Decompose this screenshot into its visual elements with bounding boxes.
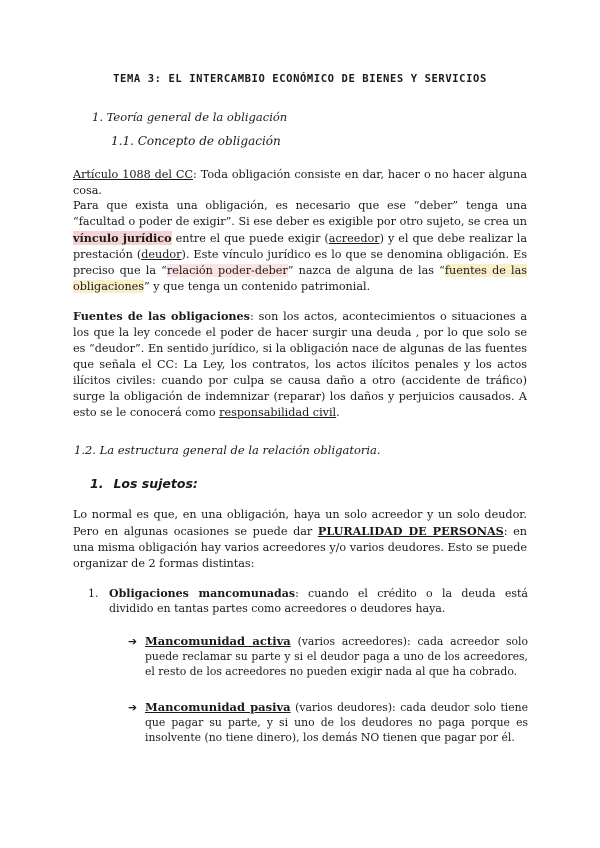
- highlight-relacion: relación poder-deber: [166, 264, 288, 277]
- article-paragraph: [73, 167, 527, 199]
- mancomunidad-activa-title: Mancomunidad activa: [145, 634, 291, 648]
- obligation-paragraph: [73, 198, 527, 295]
- pluralidad-paragraph: [73, 507, 527, 572]
- arrow-icon: ➔: [128, 701, 138, 714]
- text-run: ). Este vínculo jurídico es lo que se denomina obligación. Es preciso que la “: [73, 248, 527, 277]
- subsection-heading-1-1: 1.1. Concepto de obligación: [111, 134, 281, 148]
- arrow-icon: ➔: [128, 635, 138, 648]
- term-pluralidad: PLURALIDAD DE PERSONAS: [317, 524, 504, 538]
- highlight-fuentes: fuentes de las obligaciones: [73, 264, 528, 293]
- term-acreedor: acreedor: [328, 232, 380, 245]
- mancomunadas-lead: Obligaciones mancomunadas: [109, 587, 296, 600]
- text-run: : cuando el crédito o la deuda está dividido en tantas partes como acreedores o deudores haya.: [109, 587, 528, 615]
- subsection-heading-1-2: 1.2. La estructura general de la relación obligatoria.: [74, 443, 381, 457]
- text-run: Para que exista una obligación, es necesario que ese “deber” tenga una “facultad o poder de exigir”. Si ese deber es exigible por otro sujeto, se crea un: [73, 199, 527, 228]
- list-number: 1.: [88, 587, 99, 600]
- list-number: 1.: [90, 476, 104, 491]
- text-run: : son los actos, acontecimientos o situaciones a los que la ley concede el poder de hacer surgir una deuda , por lo que solo se es “deudor”. En sentido jurídico, si la obligación nace de algunas de las fuentes que señala el CC: La Ley, los contratos, los actos ilícitos penales y los actos ilícitos civiles: cuando por culpa se causa daño a otro (accidente de tráfico) surge la obligación de indemnizar (reparar) los daños y perjuicios causados. A esto se le conocerá como: [73, 310, 527, 419]
- sujetos-heading: [90, 476, 198, 491]
- fuentes-lead: Fuentes de las obligaciones: [73, 309, 250, 323]
- text-run: ) y el que debe realizar la prestación (: [73, 232, 527, 261]
- bullet-mancomunidad-activa: [128, 634, 528, 679]
- list-item-mancomunadas: [88, 586, 528, 616]
- text-run: .: [336, 406, 340, 419]
- fuentes-paragraph: [73, 308, 527, 421]
- highlight-vinculo-juridico: vínculo jurídico: [73, 231, 172, 245]
- text-run: : en una misma obligación hay varios acreedores y/o varios deudores. Esto se puede organizar de 2 formas distintas:: [73, 525, 527, 570]
- mancomunidad-pasiva-title: Mancomunidad pasiva: [145, 700, 291, 714]
- text-run: (varios deudores): cada deudor solo tiene que pagar su parte, y si uno de los deudores no paga porque es insolvente (no tiene dinero), los demás NO tienen que pagar por él.: [145, 701, 528, 744]
- article-text: : Toda obligación consiste en dar, hacer o no hacer alguna cosa.: [73, 168, 528, 197]
- text-run: ” nazca de alguna de las “: [287, 264, 445, 277]
- bullet-mancomunidad-pasiva: [128, 700, 528, 745]
- term-responsabilidad-civil: responsabilidad civil: [219, 406, 337, 419]
- term-deudor: deudor: [141, 248, 182, 261]
- text-run: ” y que tenga un contenido patrimonial.: [144, 280, 371, 293]
- article-reference: Artículo 1088 del CC: [73, 168, 194, 181]
- text-run: (varios acreedores): cada acreedor solo puede reclamar su parte y si el deudor paga a uno de los acreedores, el resto de los acreedores no pueden exigir nada al que ha cobrado.: [145, 635, 529, 678]
- sujetos-label: Los sujetos:: [113, 476, 198, 491]
- document-title: TEMA 3: EL INTERCAMBIO ECONÓMICO DE BIENES Y SERVICIOS: [113, 73, 487, 85]
- text-run: Lo normal es que, en una obligación, haya un solo acreedor y un solo deudor. Pero en algunas ocasiones se puede dar: [73, 508, 527, 538]
- text-run: entre el que puede exigir (: [171, 232, 329, 245]
- section-heading-1: 1. Teoría general de la obligación: [92, 110, 288, 124]
